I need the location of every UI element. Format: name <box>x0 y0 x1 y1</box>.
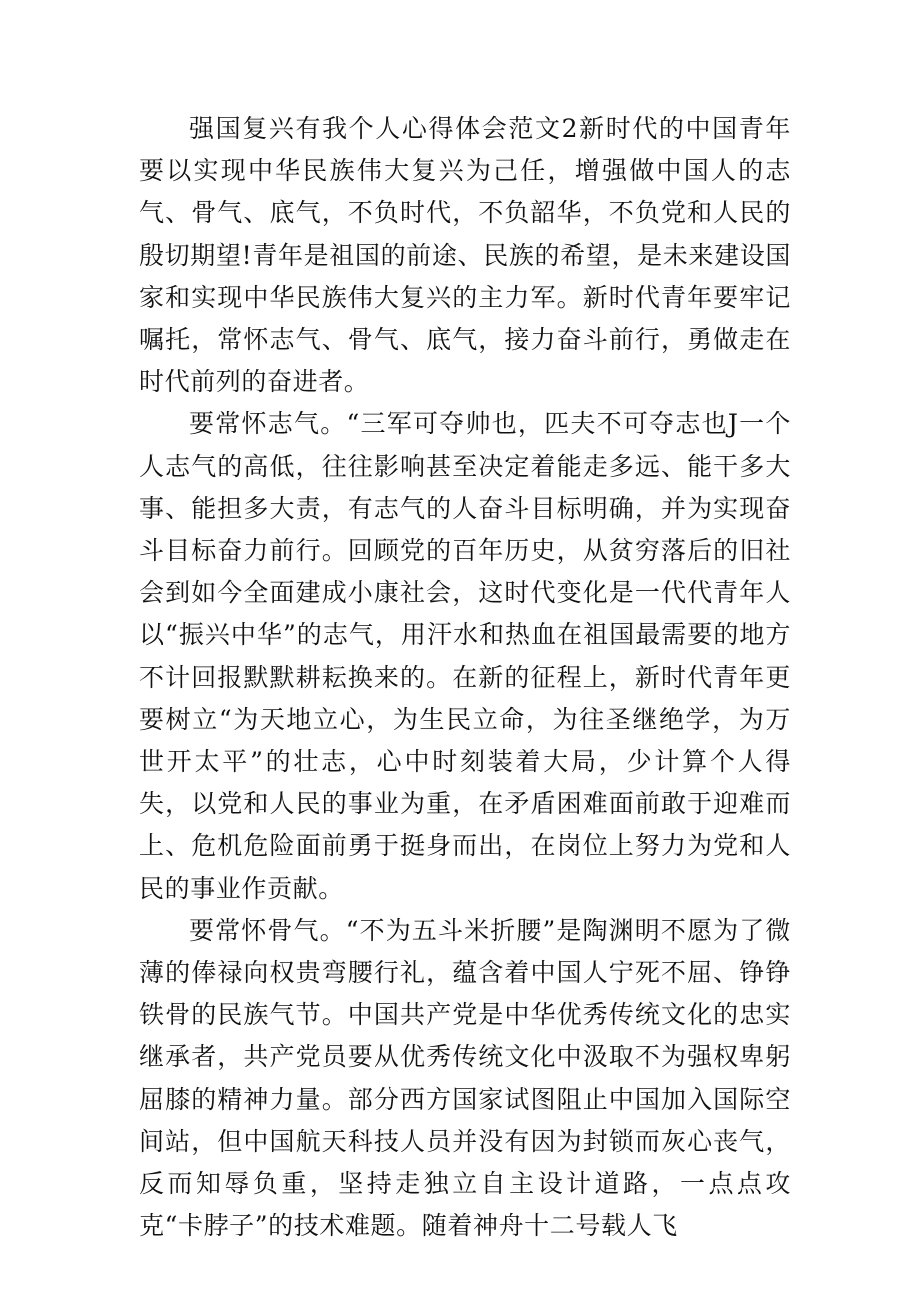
paragraph-2: 要常怀志气。“三军可夺帅也，匹夫不可夺志也J一个人志气的高低，往往影响甚至决定着能走多远、能干多大事、能担多大责，有志气的人奋斗目标明确，并为实现奋斗目标奋力前行。回顾党的百年历史，从贫穷落后的旧社会到如今全面建成小康社会，这时代变化是一代代青年人以“振兴中华”的志气，用汗水和热血在祖国最需要的地方不计回报默默耕耘换来的。在新的征程上，新时代青年更要树立“为天地立心，为生民立命，为往圣继绝学，为万世开太平”的壮志，心中时刻装着大局，少计算个人得失，以党和人民的事业为重，在矛盾困难面前敢于迎难而上、危机危险面前勇于挺身而出，在岗位上努力为党和人民的事业作贡献。 <box>139 409 791 903</box>
paragraph-3: 要常怀骨气。“不为五斗米折腰”是陶渊明不愿为了微薄的俸禄向权贵弯腰行礼，蕴含着中国人宁死不屈、铮铮铁骨的民族气节。中国共产党是中华优秀传统文化的忠实继承者，共产党员要从优秀传统文化中汲取不为强权卑躬屈膝的精神力量。部分西方国家试图阻止中国加入国际空间站，但中国航天科技人员并没有因为封锁而灰心丧气，反而知辱负重，坚持走独立自主设计道路，一点点攻克“卡脖子”的技术难题。随着神舟十二号载人飞 <box>139 915 791 1241</box>
document-body <box>139 108 791 1247</box>
paragraph-1: 强国复兴有我个人心得体会范文2新时代的中国青年要以实现中华民族伟大复兴为己任，增强做中国人的志气、骨气、底气，不负时代，不负韶华，不负党和人民的殷切期望!青年是祖国的前途、民族的希望，是未来建设国家和实现中华民族伟大复兴的主力军。新时代青年要牢记嘱托，常怀志气、骨气、底气，接力奋斗前行，勇做走在时代前列的奋进者。 <box>139 114 791 397</box>
